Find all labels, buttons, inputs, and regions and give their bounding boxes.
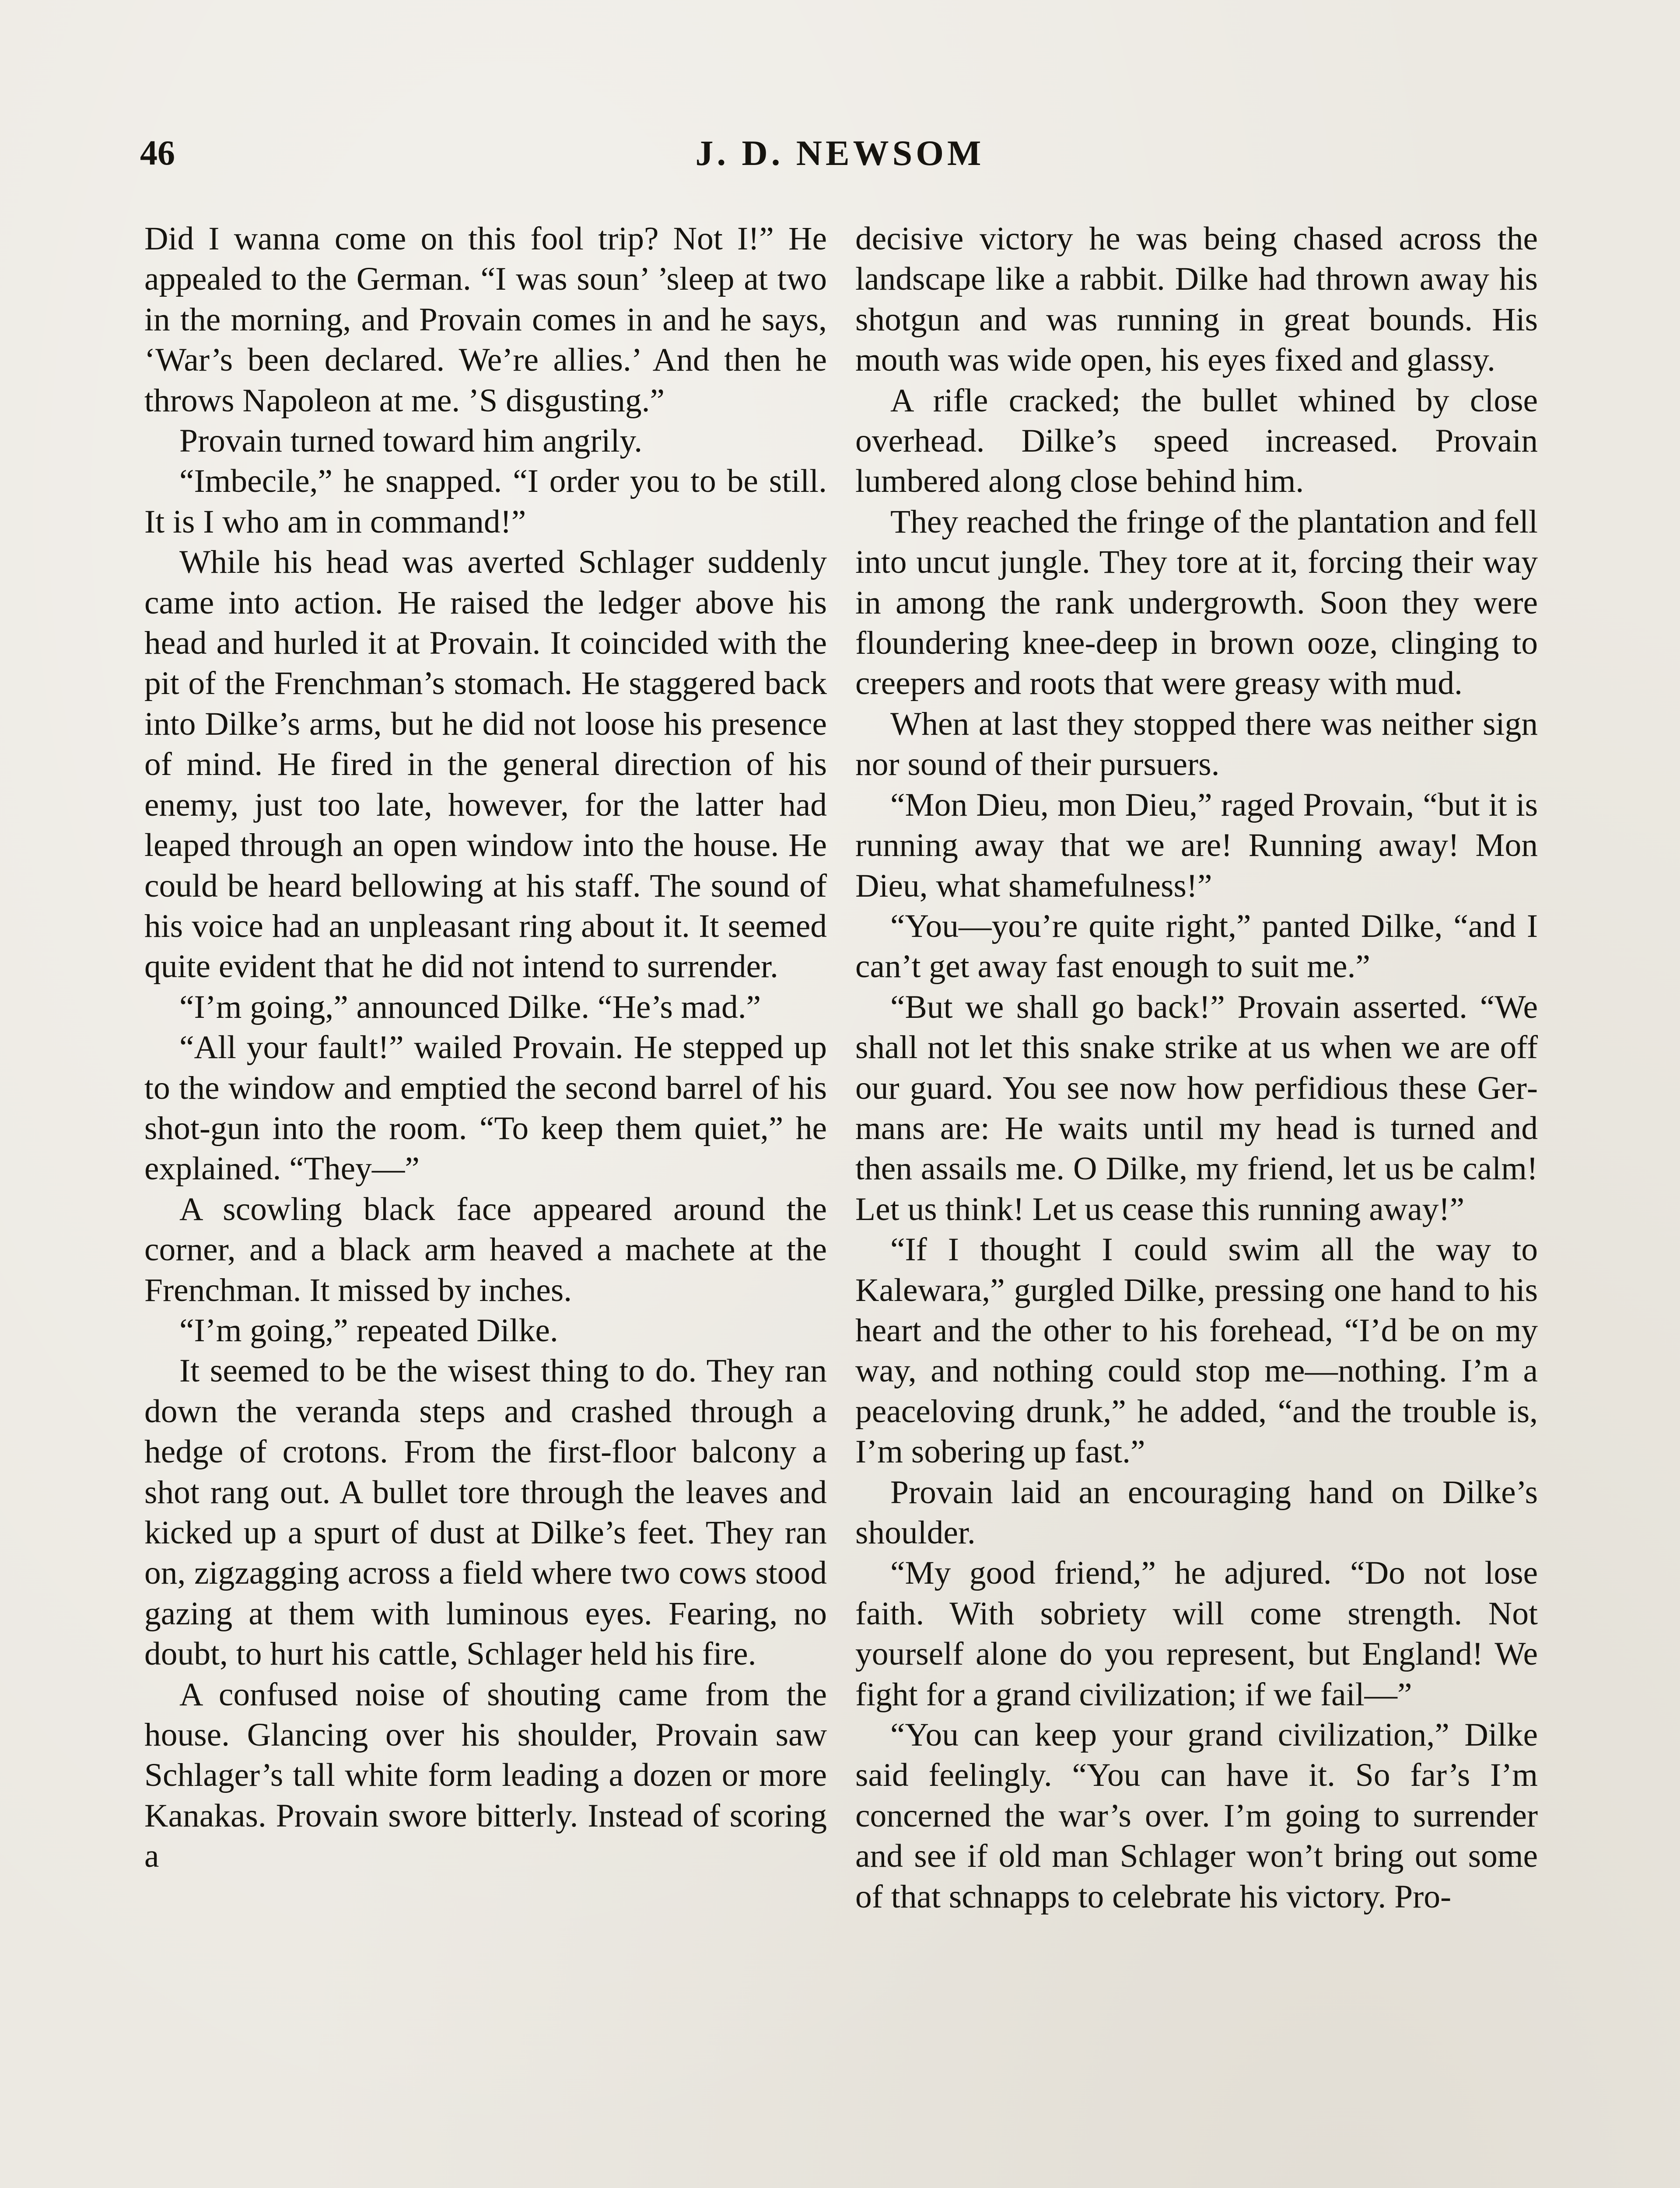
paragraph: “I’m going,” announced Dilke. “He’s mad.” xyxy=(179,989,761,1025)
paragraph: “But we shall go back!” Provain asserted. “We shall not let this snake strike at us when we are off our guard. You see now how perfidious these Germans are: He waits until my head is turned and then assails me. O Dilke, my friend, let us be calm! Let us think! Let us cease this running away!” xyxy=(855,989,1538,1227)
paragraph: “All your fault!” wailed Provain. He stepped up to the window and emptied the second barrel of his shot-gun into the room. “To keep them quiet,” he explained. “They—” xyxy=(144,1029,827,1187)
paragraph: “Imbecile,” he snapped. “I order you to be still. It is I who am in command!” xyxy=(144,463,827,540)
paragraph: “Mon Dieu, mon Dieu,” raged Provain, “but it is running away that we are! Running away! Mon Dieu, what shamefulness!” xyxy=(855,786,1538,904)
paragraph: When at last they stopped there was neither sign nor sound of their pursuers. xyxy=(855,705,1538,783)
paragraph: Did I wanna come on this fool trip? Not I!” He appealed to the German. “I was soun’ ’sleep at two in the morning, and Provain comes in and he says, ‘War’s been declared. We’re allies.’ And then he throws Napoleon at me. ’S disgusting.” xyxy=(144,221,827,419)
paragraph: While his head was averted Schlager suddenly came into action. He raised the ledger above his head and hurled it at Provain. It coincided with the pit of the Frenchman’s stomach. He staggered back into Dilke’s arms, but he did not loose his presence of mind. He fired in the general direction of his enemy, just too late, however, for the latter had leaped through an open window into the house. He could be heard bellowing at his staff. The sound of his voice had an unpleasant ring about it. It seemed quite evident that he did not intend to surrender. xyxy=(144,544,827,985)
paragraph: A confused noise of shouting came from the house. Glancing over his shoulder, Provain saw Schlager’s tall white form leading a dozen or more Kanakas. Provain swore bitterly. Instead of scoring a xyxy=(144,1676,827,1875)
paragraph: “If I thought I could swim all the way to Kalewara,” gurgled Dilke, pressing one hand to his heart and the other to his forehead, “I’d be on my way, and nothing could stop me—nothing. I’m a peaceloving drunk,” he added, “and the trouble is, I’m sobering up fast.” xyxy=(855,1231,1538,1470)
paragraph: Provain turned toward him angrily. xyxy=(179,423,643,459)
page-header xyxy=(140,127,1540,179)
paragraph: “I’m going,” repeated Dilke. xyxy=(179,1312,558,1349)
paragraph: They reached the fringe of the plantation and fell into uncut jungle. They tore at it, forcing their way in among the rank undergrowth. Soon they were floundering knee-deep in brown ooze, clinging to creepers and roots that were greasy with mud. xyxy=(855,503,1538,702)
paragraph: A scowling black face appeared around the corner, and a black arm heaved a machete at the Frenchman. It missed by inches. xyxy=(144,1191,827,1308)
paragraph: Provain laid an encouraging hand on Dilke’s shoulder. xyxy=(855,1474,1538,1551)
paragraph: It seemed to be the wisest thing to do. They ran down the veranda steps and crashed through a hedge of crotons. From the first-floor balcony a shot rang out. A bullet tore through the leaves and kicked up a spurt of dust at Dilke’s feet. They ran on, zigzagging across a field where two cows stood gazing at them with luminous eyes. Fearing, no doubt, to hurt his cattle, Schlager held his fire. xyxy=(144,1353,827,1673)
page-number: 46 xyxy=(140,134,175,172)
left-column xyxy=(144,219,827,1877)
paragraph: “You—you’re quite right,” panted Dilke, “and I can’t get away fast enough to suit me.” xyxy=(855,908,1538,985)
running-head: J. D. NEWSOM xyxy=(695,133,985,173)
paragraph: decisive victory he was being chased across the landscape like a rabbit. Dilke had thrown away his shotgun and was running in great bounds. His mouth was wide open, his eyes fixed and glassy. xyxy=(855,221,1538,379)
right-column xyxy=(855,219,1538,1917)
paragraph: A rifle cracked; the bullet whined by close overhead. Dilke’s speed increased. Provain lumbered along close behind him. xyxy=(855,382,1538,500)
paragraph: “My good friend,” he adjured. “Do not lose faith. With sobriety will come strength. Not yourself alone do you represent, but England! We fight for a grand civilization; if we fail—” xyxy=(855,1555,1538,1713)
paragraph: “You can keep your grand civilization,” Dilke said feelingly. “You can have it. So far’s I’m concerned the war’s over. I’m going to surrender and see if old man Schlager won’t bring out some of that schnapps to celebrate his victory. Pro- xyxy=(855,1717,1538,1915)
